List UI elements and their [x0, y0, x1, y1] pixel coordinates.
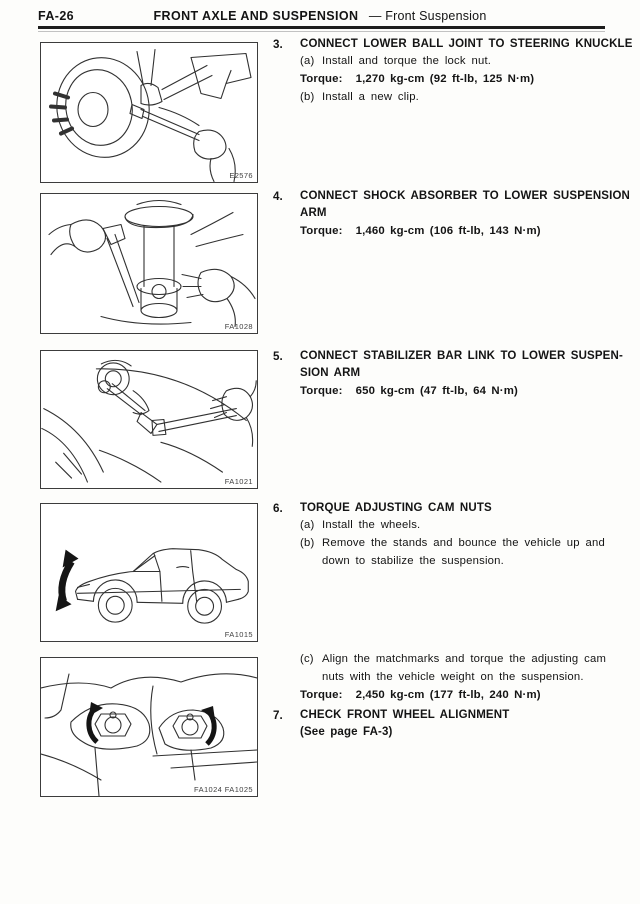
header-rule — [38, 26, 605, 29]
cam-nuts-illustration — [41, 658, 257, 796]
page-title — [0, 9, 640, 23]
step-5 — [273, 348, 633, 401]
step-number: 4. — [273, 190, 283, 203]
torque-spec — [300, 223, 633, 241]
step-number: 3. — [273, 38, 283, 51]
page-code: FA-26 — [38, 9, 75, 23]
step-number: 5. — [273, 350, 283, 363]
step-6 — [273, 500, 633, 571]
step-reference: (See page FA-3) — [300, 726, 393, 739]
car-bounce-illustration — [41, 504, 257, 641]
figure-code: FA1028 — [224, 322, 253, 331]
step-item-b — [300, 89, 633, 107]
item-label: (a) — [300, 55, 315, 68]
step-title: CHECK FRONT WHEEL ALIGNMENT — [300, 709, 510, 721]
item-label: (a) — [300, 519, 315, 532]
step-title-line2: ARM — [300, 207, 327, 220]
figure-code: FA1024 FA1025 — [194, 785, 253, 794]
item-text: Remove the stands and bounce the vehicle up and down to stabilize the suspension. — [322, 537, 605, 567]
figure-box-shock-absorber — [40, 193, 258, 334]
torque-spec — [300, 71, 633, 89]
step-title — [300, 188, 630, 223]
figure-box-car-bounce — [40, 503, 258, 642]
step-7 — [273, 707, 633, 742]
item-label: (c) — [300, 653, 314, 665]
step-item-a — [300, 517, 633, 535]
figure-box-cam-nuts — [40, 657, 258, 797]
figure-code: E2576 — [229, 171, 253, 180]
figure-box-stabilizer-link — [40, 350, 258, 489]
step-4 — [273, 188, 633, 241]
figure-box-ball-joint — [40, 42, 258, 183]
figure-code: FA1015 — [224, 630, 253, 639]
item-text: Install and torque the lock nut. — [322, 55, 492, 68]
bounce-arrow-icon — [62, 562, 72, 602]
step-6c — [273, 651, 633, 704]
torque-spec — [300, 687, 633, 705]
step-title — [300, 348, 623, 383]
step-title: CONNECT LOWER BALL JOINT TO STEERING KNUCKLE — [300, 38, 633, 50]
torque-label: Torque: — [300, 688, 343, 701]
item-label: (b) — [300, 91, 315, 103]
torque-label: Torque: — [300, 224, 343, 237]
section-subtitle: — Front Suspension — [368, 9, 487, 23]
step-3 — [273, 36, 633, 107]
torque-spec — [300, 383, 633, 401]
step-number: 6. — [273, 502, 283, 515]
section-title: FRONT AXLE AND SUSPENSION — [153, 9, 359, 23]
header-rule-shadow — [38, 31, 605, 32]
item-text: Install the wheels. — [322, 519, 421, 532]
step-title: TORQUE ADJUSTING CAM NUTS — [300, 502, 492, 514]
ball-joint-illustration — [41, 43, 257, 182]
figure-code: FA1021 — [224, 477, 253, 486]
item-text: Align the matchmarks and torque the adjusting cam nuts with the vehicle weight on the suspension. — [322, 653, 607, 683]
item-text: Install a new clip. — [322, 91, 420, 103]
step-item-c — [300, 651, 633, 687]
torque-value: 650 kg-cm (47 ft-lb, 64 N·m) — [355, 384, 518, 397]
torque-value: 2,450 kg-cm (177 ft-lb, 240 N·m) — [355, 688, 541, 701]
item-label: (b) — [300, 537, 315, 550]
step-number: 7. — [273, 709, 283, 722]
torque-label: Torque: — [300, 73, 343, 86]
step-title-line2: SION ARM — [300, 367, 361, 380]
torque-label: Torque: — [300, 384, 343, 397]
step-title-line1: CONNECT SHOCK ABSORBER TO LOWER SUSPENSION — [300, 190, 631, 202]
step-item-b — [300, 535, 633, 571]
torque-value: 1,270 kg-cm (92 ft-lb, 125 N·m) — [355, 73, 535, 86]
torque-value: 1,460 kg-cm (106 ft-lb, 143 N·m) — [355, 224, 541, 237]
step-item-a — [300, 53, 633, 71]
shock-absorber-illustration — [41, 194, 257, 333]
stabilizer-link-illustration — [41, 351, 257, 488]
step-title-line1: CONNECT STABILIZER BAR LINK TO LOWER SUSPEN- — [300, 350, 623, 362]
